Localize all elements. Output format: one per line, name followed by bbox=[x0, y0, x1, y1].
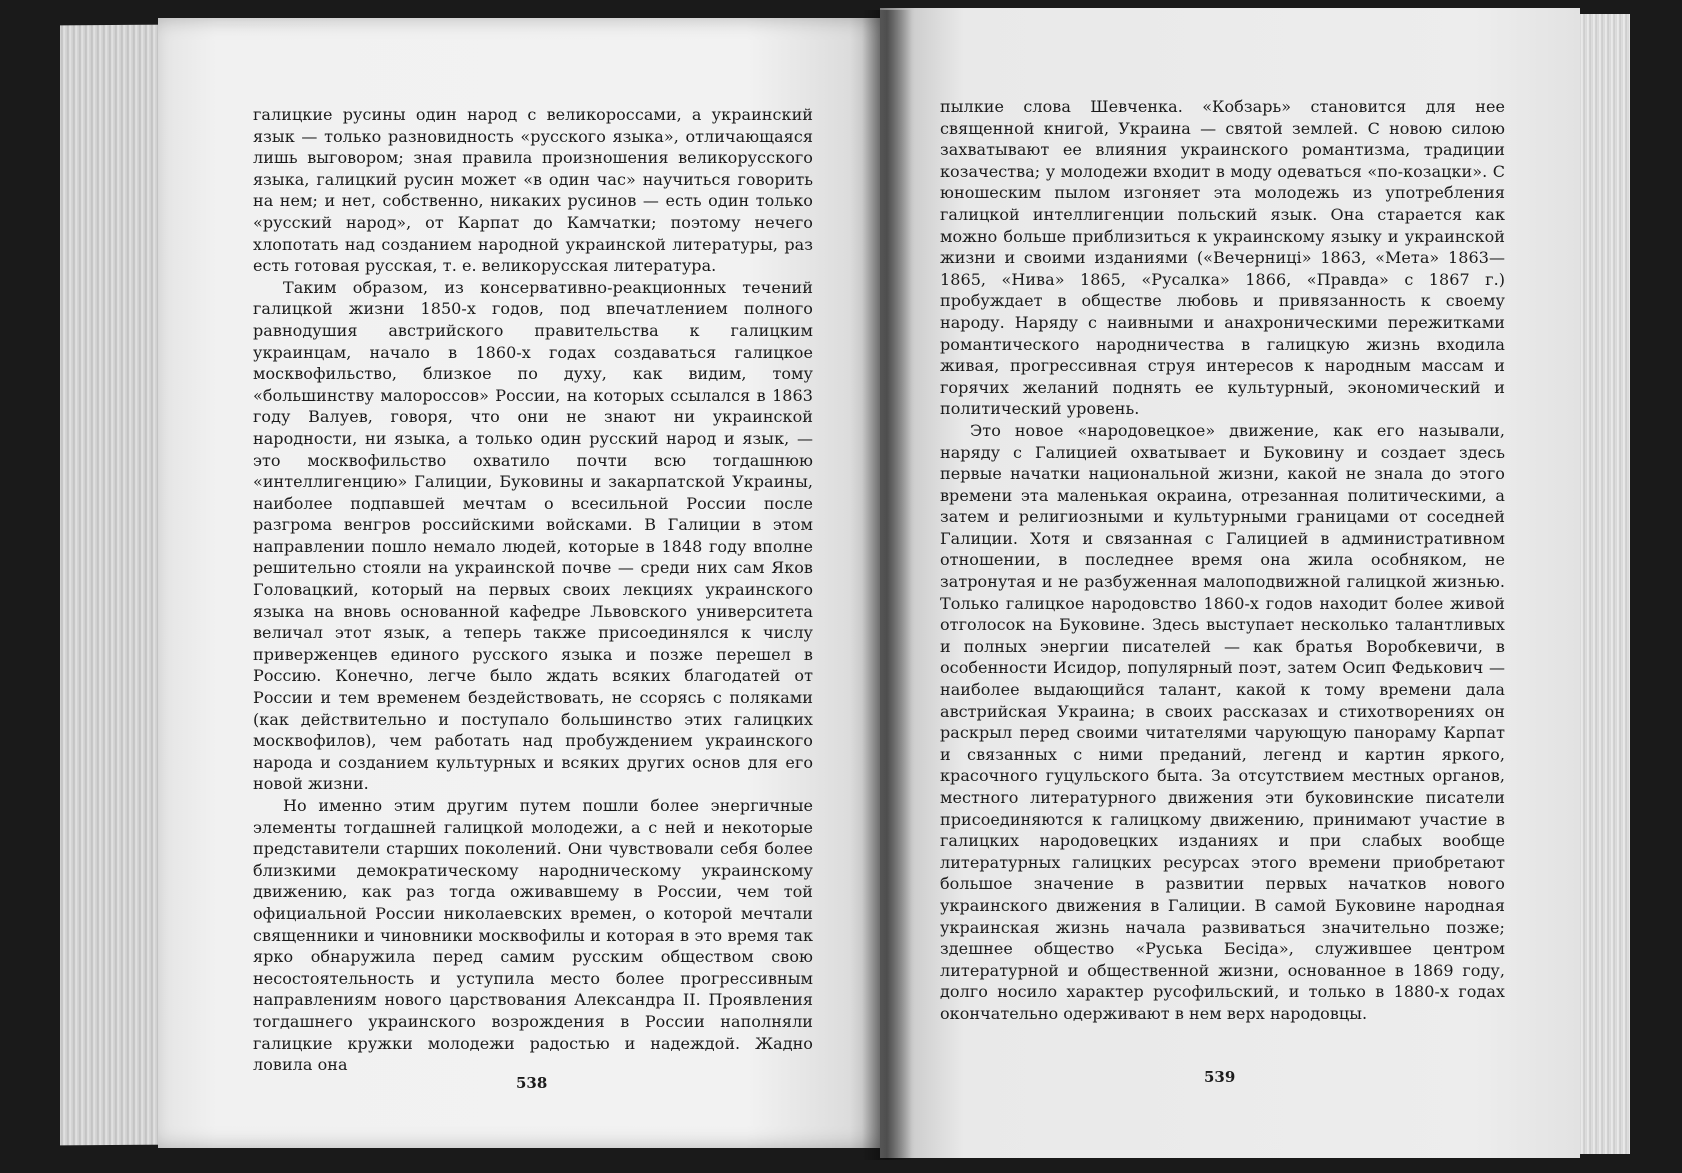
left-page-text bbox=[253, 104, 813, 1076]
left-paragraph-2: Таким образом, из консервативно-реакционных течений галицкой жизни 1850-х годов, под впечатлением полного равнодушия австрийского правительства к галицким украинцам, начало в 1860-х годах создаваться галицкое москвофильство, близкое по духу, как видим, тому «большинству малороссов» России, на которых ссылался в 1863 году Валуев, говоря, что они не знают ни украинской народности, ни языка, а только один русский народ и язык, — это москвофильство охватило почти всю тогдашнюю «интеллигенцию» Галиции, Буковины и закарпатской Украины, наиболее подпавшей мечтам о всесильной России после разгрома венгров российскими войсками. В Галиции в этом направлении пошло немало людей, которые в 1848 году вполне решительно стояли на украинской почве — среди них сам Яков Головацкий, который на первых своих лекциях украинского языка на вновь основанной кафедре Львовского университета величал этот язык, а теперь также присоединялся к числу приверженцев единого русского языка и позже перешел в Россию. Конечно, легче было ждать всяких благодатей от России и тем временем бездействовать, не ссорясь с поляками (как действительно и поступало большинство этих галицких москвофилов), чем работать над пробуждением украинского народа и созданием культурных и всяких других основ для его новой жизни. bbox=[253, 277, 813, 794]
book-gutter bbox=[862, 10, 912, 1160]
page-number-right: 539 bbox=[1204, 1068, 1236, 1086]
right-paragraph-1: пылкие слова Шевченка. «Кобзарь» становится для нее священной книгой, Украина — святой землей. С новою силою захватывают ее влияния украинского романтизма, традиции козачества; у молодежи входит в моду одеваться «по-козацки». С юношеским пылом изгоняет эта молодежь из употребления галицкой интеллигенции польский язык. Она старается как можно больше приблизиться к украинскому языку и украинской жизни и своими изданиями («Вечерниці» 1863, «Мета» 1863—1865, «Нива» 1865, «Русалка» 1866, «Правда» с 1867 г.) пробуждает в обществе любовь и привязанность к своему народу. Наряду с наивными и анахроническими пережитками романтического народничества в галицкую жизнь входила живая, прогрессивная струя интересов к народным массам и горячих желаний поднять ее культурный, экономический и политический уровень. bbox=[940, 97, 1505, 419]
right-page-text bbox=[940, 96, 1505, 1025]
right-page-stack bbox=[1580, 14, 1630, 1154]
left-paragraph-3: Но именно этим другим путем пошли более энергичные элементы тогдашней галицкой молодежи, а с ней и некоторые представители старших поколений. Они чувствовали себя более близкими демократическому народническому украинскому движению, как раз тогда оживавшему в России, чем той официальной России николаевских времен, о которой мечтали священники и чиновники москвофилы и которая в это время так ярко обнаружила перед самим русским обществом свою несостоятельность и уступила место более прогрессивным направлениям нового царствования Александра II. Проявления тогдашнего украинского возрождения в России наполняли галицкие кружки молодежи радостью и надеждой. Жадно ловила она bbox=[253, 796, 813, 1075]
right-paragraph-2: Это новое «народовецкое» движение, как его называли, наряду с Галицией охватывает и Буковину и создает здесь первые начатки национальной жизни, какой не знала до этого времени эта маленькая окраина, отрезанная политическими, а затем и религиозными и культурными границами от соседней Галиции. Хотя и связанная с Галицией в административном отношении, в последнее время она жила особняком, не затронутая и не разбуженная малоподвижной галицкой жизнью. Только галицкое народовство 1860-х годов находит более живой отголосок на Буковине. Здесь выступает несколько талантливых и полных энергии писателей — как братья Воробкевичи, в особенности Исидор, популярный поэт, затем Осип Федькович — наиболее выдающийся талант, какой к тому времени дала австрийская Украина; в своих рассказах и стихотворениях он раскрыл перед своими читателями чарующую панораму Карпат и связанных с ними преданий, легенд и картин яркого, красочного гуцульского быта. За отсутствием местных органов, местного литературного движения эти буковинские писатели присоединяются к галицкому движению, принимают участие в галицких народовецких изданиях и при слабых вообще литературных галицких ресурсах этого времени приобретают большое значение в развитии первых начатков нового украинского движения в Галиции. В самой Буковине народная украинская жизнь начала развиваться значительно позже; здешнее общество «Руська Бесіда», служившее центром литературной и общественной жизни, основанное в 1869 году, долго носило характер русофильский, и только в 1880-х годах окончательно одерживают в нем верх народовцы. bbox=[940, 420, 1505, 1023]
page-number-left: 538 bbox=[516, 1074, 548, 1092]
left-page-stack bbox=[60, 25, 170, 1146]
left-paragraph-1: галицкие русины один народ с великороссами, а украинский язык — только разновидность «русского языка», отличающаяся лишь выговором; зная правила произношения великорусского языка, галицкий русин может «в один час» научиться говорить на нем; и нет, собственно, никаких русинов — есть один только «русский народ», от Карпат до Камчатки; поэтому нечего хлопотать над созданием народной украинской литературы, раз есть готовая русская, т. е. великорусская литература. bbox=[253, 105, 813, 276]
